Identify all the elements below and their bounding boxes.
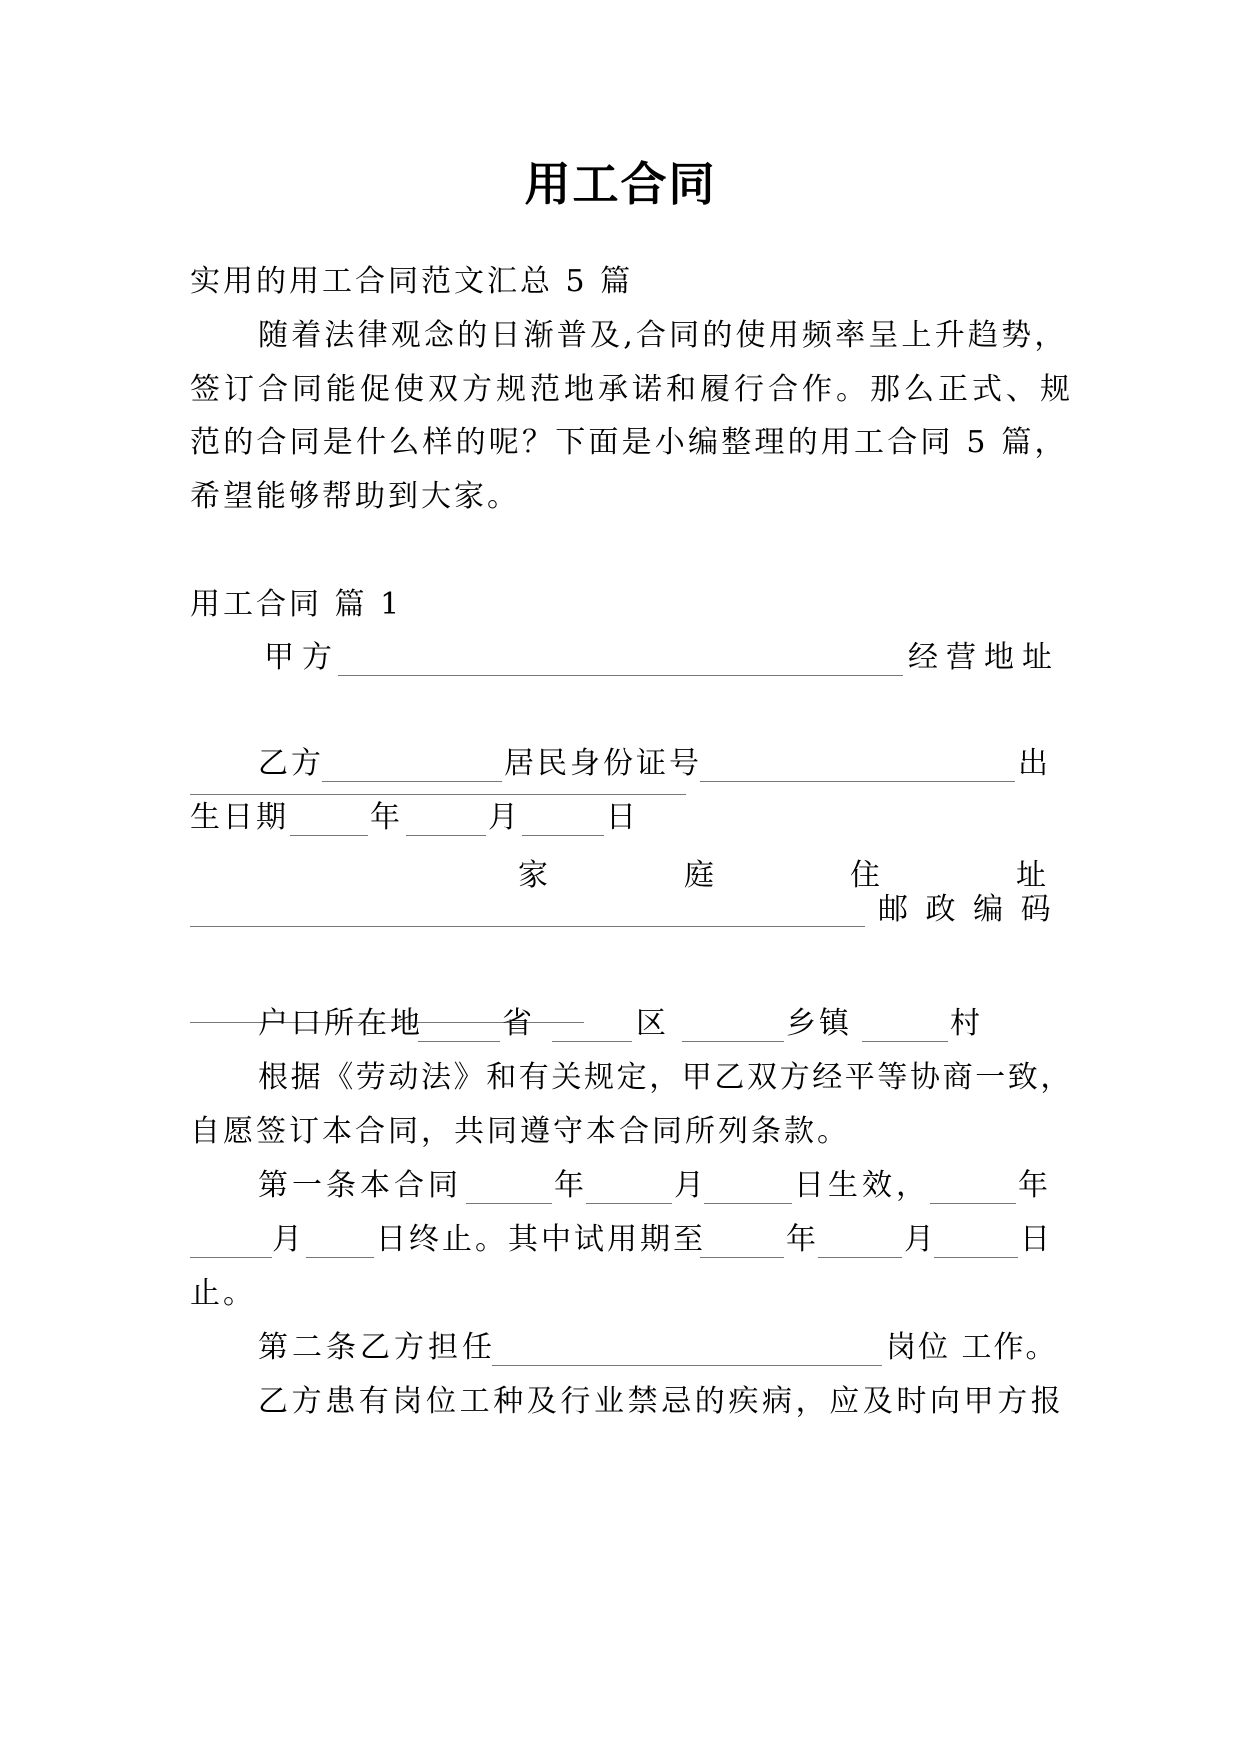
party-b-label: 乙方 bbox=[258, 746, 324, 781]
art1-end-label: 日终止。其中试用期至 bbox=[376, 1222, 706, 1257]
hukou-label: 户口所在地 bbox=[258, 1006, 423, 1041]
art1-start-year-label: 年 bbox=[554, 1168, 587, 1203]
intro-line-1: 随着法律观念的日渐普及,合同的使用频率呈上升趋势， bbox=[258, 318, 1068, 353]
article-1-label: 第一条本合同 bbox=[258, 1168, 462, 1203]
intro-line-3: 范的合同是什么样的呢？下面是小编整理的用工合同 5 篇， bbox=[190, 425, 1068, 460]
probation-year-label: 年 bbox=[786, 1222, 819, 1257]
business-address-label: 经营地址 bbox=[908, 640, 1060, 675]
law-basis-line-1: 根据《劳动法》和有关规定，甲乙双方经平等协商一致， bbox=[258, 1060, 1073, 1095]
province-label: 省 bbox=[502, 1006, 535, 1041]
birth-day-label: 日 bbox=[606, 800, 639, 835]
village-label: 村 bbox=[950, 1006, 983, 1041]
art1-stop-label: 止。 bbox=[190, 1276, 256, 1311]
probation-day-label: 日 bbox=[1020, 1222, 1053, 1257]
birth-year-label: 年 bbox=[370, 800, 403, 835]
id-number-blank[interactable] bbox=[700, 781, 1015, 782]
art1-start-year-blank[interactable] bbox=[466, 1203, 552, 1204]
probation-month-blank[interactable] bbox=[818, 1257, 902, 1258]
business-address-blank[interactable] bbox=[190, 794, 686, 795]
art1-start-month-label: 月 bbox=[674, 1168, 707, 1203]
home-address-char-1: 家 bbox=[518, 858, 551, 893]
birth-year-blank[interactable] bbox=[290, 835, 368, 836]
id-number-label: 居民身份证号 bbox=[504, 746, 702, 781]
art1-end-year-label: 年 bbox=[1018, 1168, 1051, 1203]
party-a-blank[interactable] bbox=[338, 675, 903, 676]
position-blank[interactable] bbox=[492, 1365, 882, 1366]
section-heading: 用工合同 篇 1 bbox=[190, 587, 403, 622]
home-address-char-2: 庭 bbox=[684, 858, 717, 893]
birth-day-blank[interactable] bbox=[522, 835, 604, 836]
village-blank[interactable] bbox=[862, 1041, 948, 1042]
township-label: 乡镇 bbox=[786, 1006, 852, 1041]
party-b-blank[interactable] bbox=[322, 781, 502, 782]
birth-month-label: 月 bbox=[488, 800, 521, 835]
probation-month-label: 月 bbox=[904, 1222, 937, 1257]
birth-label-part1: 出 bbox=[1018, 746, 1051, 781]
home-address-char-3: 住 bbox=[850, 858, 883, 893]
district-label: 区 bbox=[636, 1006, 669, 1041]
township-blank[interactable] bbox=[682, 1041, 784, 1042]
position-label: 岗位 工作。 bbox=[886, 1330, 1058, 1365]
province-blank[interactable] bbox=[418, 1041, 500, 1042]
party-a-label: 甲方 bbox=[264, 640, 340, 675]
document-title: 用工合同 bbox=[524, 157, 717, 211]
postal-code-label: 邮 政 编 码 bbox=[878, 892, 1055, 927]
district-blank[interactable] bbox=[552, 1041, 632, 1042]
disease-clause-line: 乙方患有岗位工种及行业禁忌的疾病，应及时向甲方报 bbox=[258, 1384, 1065, 1419]
art1-end-year-blank[interactable] bbox=[930, 1203, 1016, 1204]
art1-effective-label: 日生效， bbox=[794, 1168, 930, 1203]
art1-end-month-blank[interactable] bbox=[190, 1257, 272, 1258]
home-address-char-4: 址 bbox=[1016, 858, 1049, 893]
intro-line-4: 希望能够帮助到大家。 bbox=[190, 479, 520, 514]
law-basis-line-2: 自愿签订本合同，共同遵守本合同所列条款。 bbox=[190, 1114, 850, 1149]
art1-start-day-blank[interactable] bbox=[704, 1203, 792, 1204]
birth-month-blank[interactable] bbox=[406, 835, 486, 836]
birth-label-part2: 生日期 bbox=[190, 800, 289, 835]
probation-year-blank[interactable] bbox=[700, 1257, 784, 1258]
art1-end-month-label: 月 bbox=[272, 1222, 305, 1257]
art1-end-day-blank[interactable] bbox=[306, 1257, 374, 1258]
probation-day-blank[interactable] bbox=[934, 1257, 1018, 1258]
intro-line-2: 签订合同能促使双方规范地承诺和履行合作。那么正式、规 bbox=[190, 372, 1074, 407]
home-address-blank[interactable] bbox=[190, 926, 865, 927]
art1-start-month-blank[interactable] bbox=[586, 1203, 672, 1204]
article-2-label: 第二条乙方担任 bbox=[258, 1330, 496, 1365]
document-subtitle: 实用的用工合同范文汇总 5 篇 bbox=[190, 264, 634, 299]
